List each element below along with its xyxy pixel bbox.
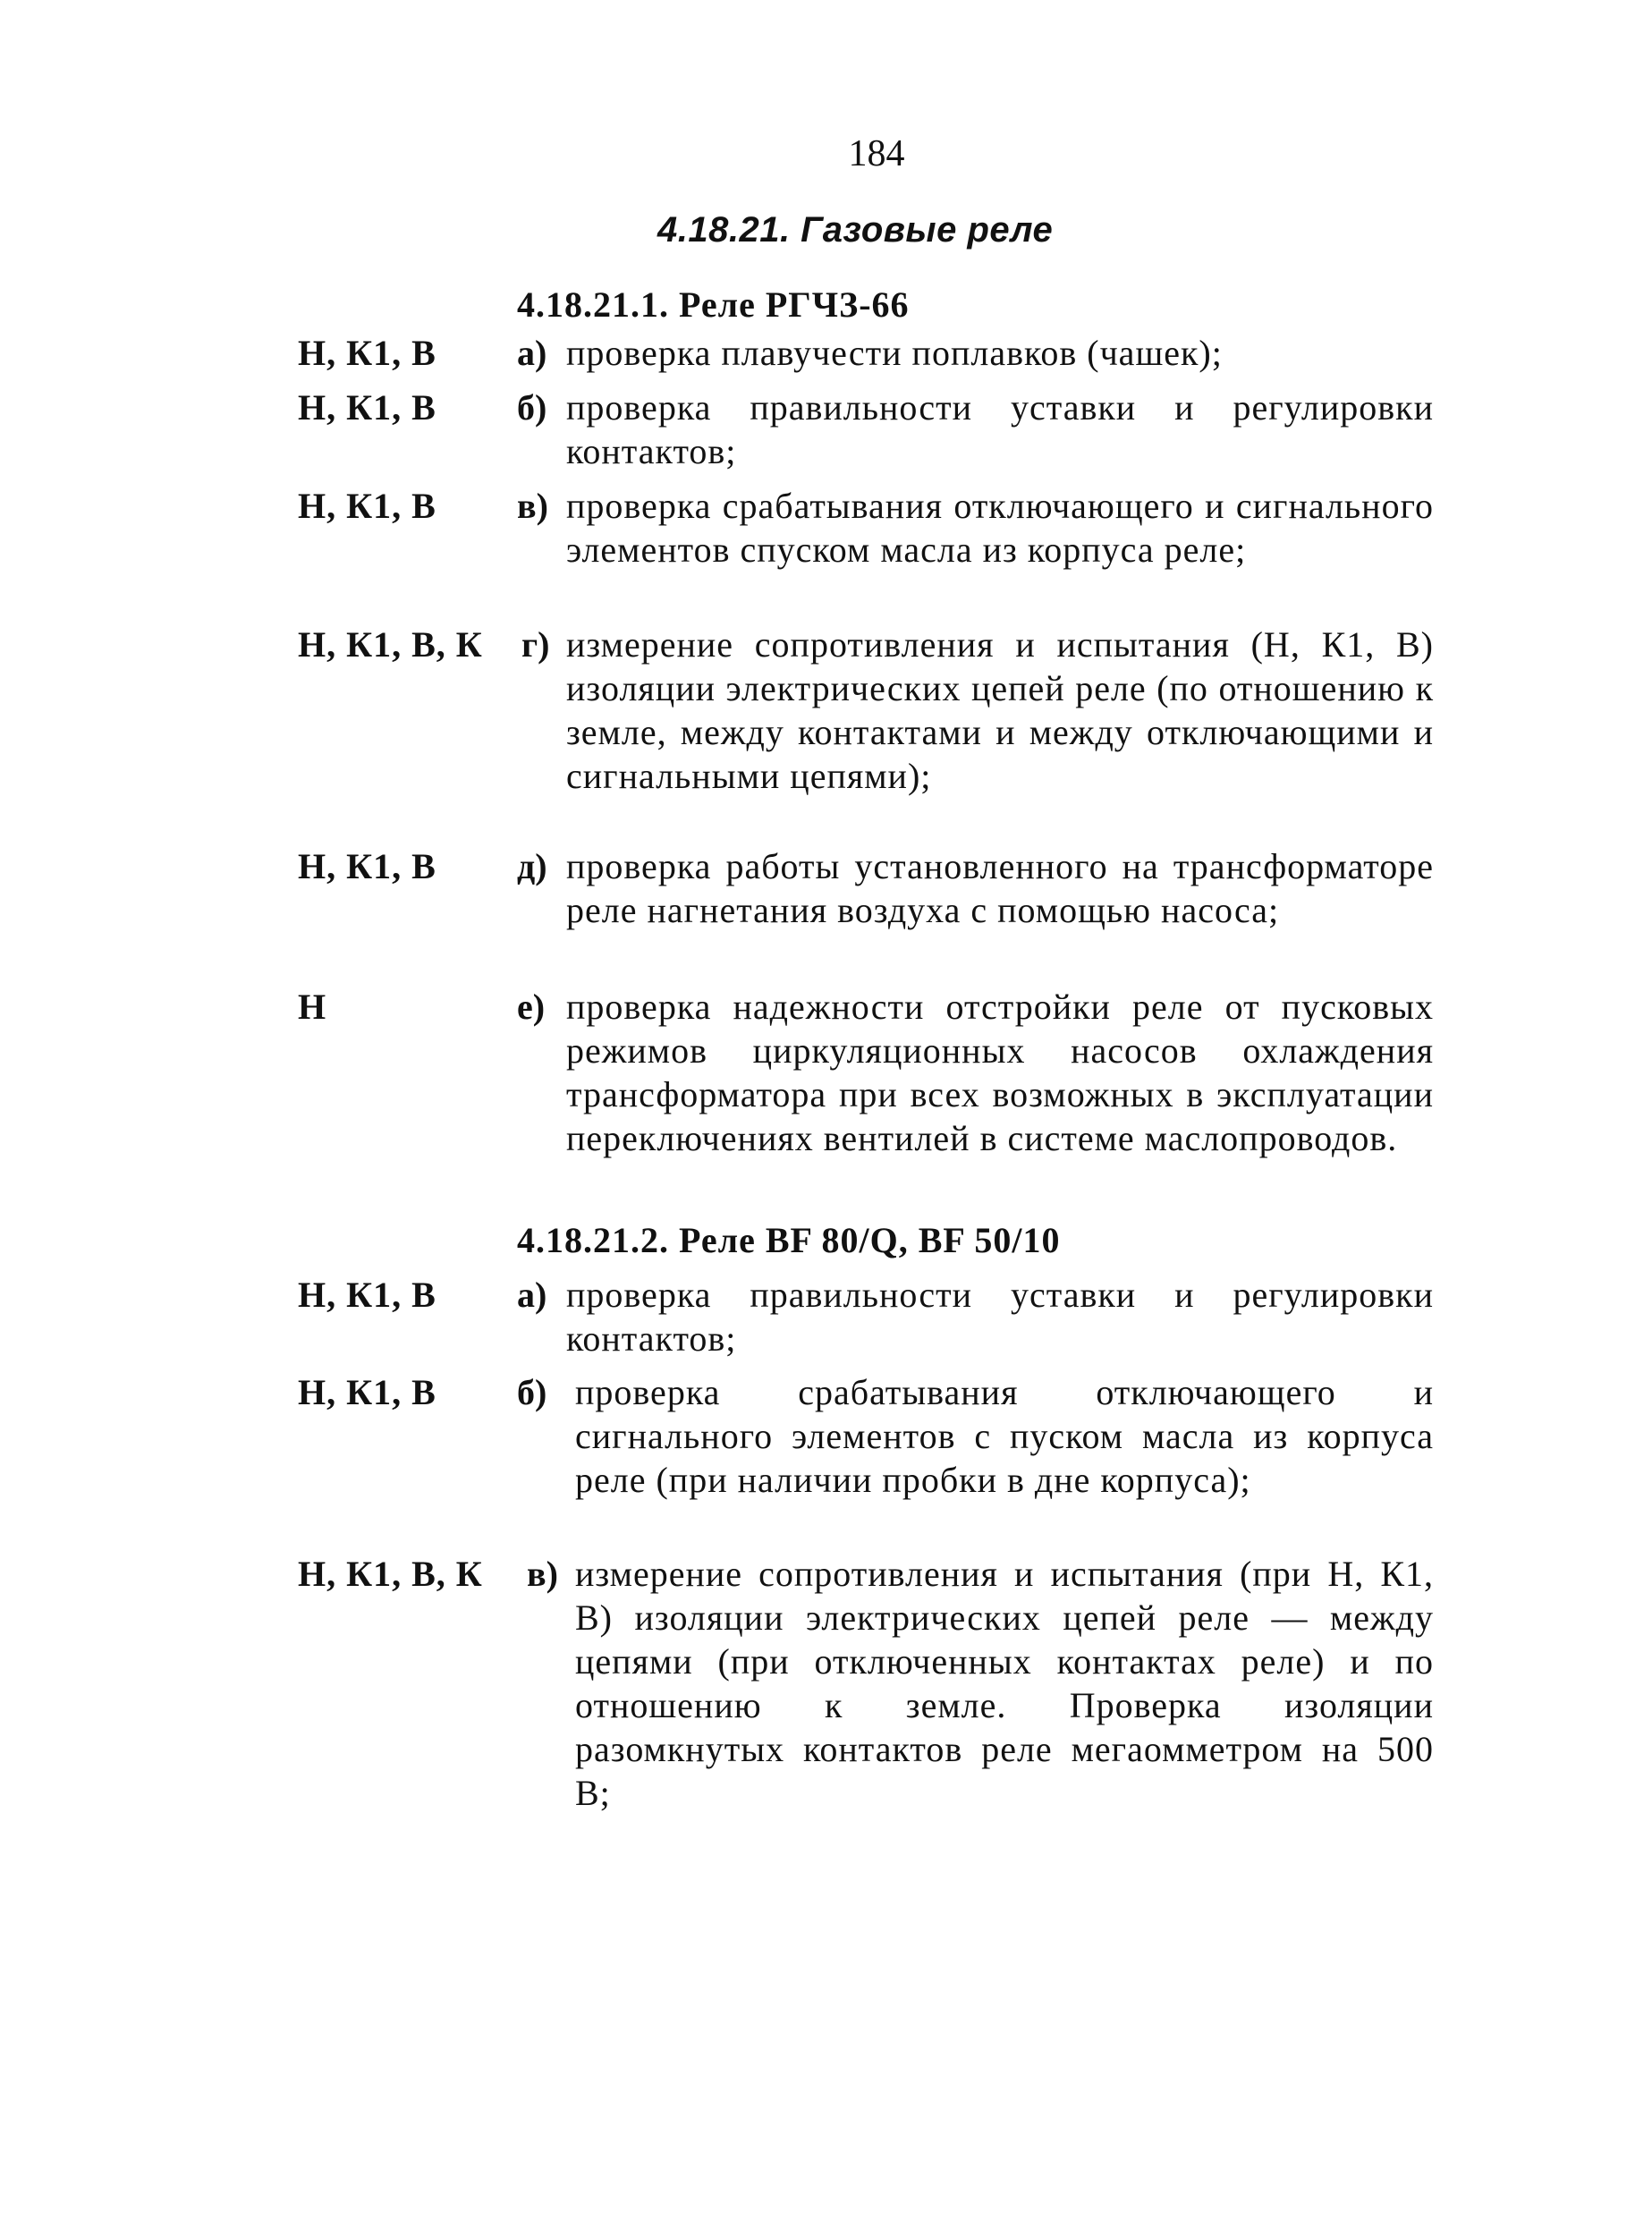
item-code: Н, К1, В <box>298 846 436 886</box>
item-code: Н <box>298 987 327 1027</box>
subsection-title: 4.18.21.1. Реле РГЧЗ-66 <box>517 284 910 325</box>
page-number: 184 <box>848 133 905 174</box>
item-code: Н, К1, В, К <box>298 1554 483 1594</box>
item-code: Н, К1, В <box>298 387 436 428</box>
item-letter: б) <box>517 387 547 428</box>
item-letter: в) <box>527 1554 558 1594</box>
section-title: 4.18.21. Газовые реле <box>657 210 1054 250</box>
item-code: Н, К1, В <box>298 1275 436 1315</box>
item-letter: е) <box>517 987 546 1027</box>
item-code: Н, К1, В, К <box>298 624 483 665</box>
subsection-title: 4.18.21.2. Реле BF 80/Q, BF 50/10 <box>517 1220 1061 1260</box>
item-letter: в) <box>517 486 548 526</box>
item-text: проверка срабатывания отключающего и сигнального элементов с пуском масла из корпуса реле (при наличии пробки в дне корпуса); <box>575 1372 1434 1500</box>
item-letter: б) <box>517 1372 547 1412</box>
item-text: проверка правильности уставки и регулировки контактов; <box>566 1275 1434 1359</box>
item-letter: а) <box>517 1275 547 1315</box>
item-text: измерение сопротивления и испытания (при Н, К1, В) изоляции электрических цепей реле — между цепями (при отключенных контактах реле) и по отношению к земле. Проверка изоляции разомкнутых контактов реле мегаомметром на 500 В; <box>575 1554 1434 1813</box>
item-letter: д) <box>517 846 547 886</box>
item-text: проверка надежности отстройки реле от пусковых режимов циркуляционных насосов охлаждения трансформатора при всех возможных в эксплуатации переключениях вентилей в системе маслопроводов. <box>566 987 1434 1158</box>
item-letter: а) <box>517 333 547 373</box>
item-code: Н, К1, В <box>298 333 436 373</box>
item-text: проверка работы установленного на трансформаторе реле нагнетания воздуха с помощью насоса; <box>566 846 1434 930</box>
item-code: Н, К1, В <box>298 1372 436 1412</box>
item-text: проверка плавучести поплавков (чашек); <box>566 333 1223 373</box>
item-text: проверка срабатывания отключающего и сигнального элементов спуском масла из корпуса реле; <box>566 486 1434 570</box>
item-letter: г) <box>521 624 550 665</box>
item-text: проверка правильности уставки и регулировки контактов; <box>566 387 1434 471</box>
item-text: измерение сопротивления и испытания (Н, К1, В) изоляции электрических цепей реле (по отношению к земле, между контактами и между отключающими и сигнальными цепями); <box>566 624 1434 796</box>
item-code: Н, К1, В <box>298 486 436 526</box>
